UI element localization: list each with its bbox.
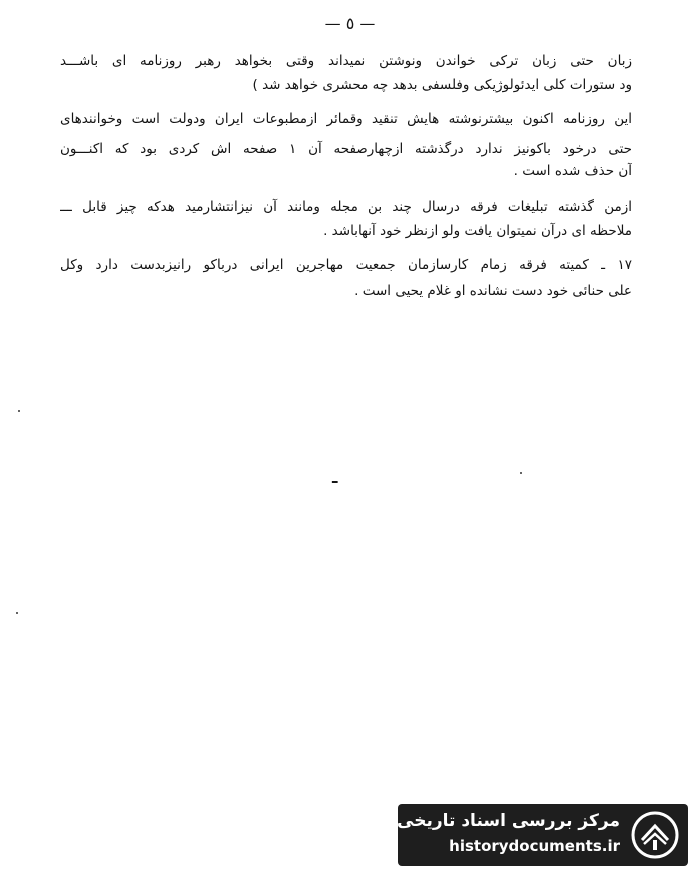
speck xyxy=(520,472,522,474)
page-number: — ٥ — xyxy=(324,14,376,33)
logo-url: historydocuments.ir xyxy=(449,837,620,855)
page-mark: ـ xyxy=(332,468,338,487)
watermark-logo xyxy=(398,804,688,866)
text-line: آن حذف شده است . xyxy=(513,163,632,179)
book-emblem-icon xyxy=(630,810,680,860)
text-line: ازمن گذشته تبلیغات فرقه درسال چند بن مجله ومانند آن نیزانتشارمید هدکه چیز قابل ـــ xyxy=(60,199,632,215)
text-line: زبان حتی زبان ترکی خواندن ونوشتن نمیداند وقتی بخواهد رهبر روزنامه ای باشـــد xyxy=(60,53,632,69)
text-line: حتی درخود باکونیز ندارد درگذشته ازچهارصفحه آن ۱ صفحه اش کردی بود که اکنـــون xyxy=(60,141,632,157)
text-line: علی حنائی خود دست نشانده او غلام یحیی است . xyxy=(354,283,632,299)
text-line: ۱۷ ـ کمیته فرقه زمام کارسازمان جمعیت مهاجرین ایرانی درباکو رانیزبدست دارد وکل xyxy=(60,257,632,273)
speck xyxy=(16,612,18,614)
speck xyxy=(18,410,20,412)
logo-title: مرکز بررسی اسناد تاریخی xyxy=(397,811,620,831)
text-line: ود ستورات کلی ایدئولوژیکی وفلسفی بدهد چه محشری خواهد شد ) xyxy=(252,77,632,93)
text-line: ملاحظه ای درآن نمیتوان یافت ولو ازنظر خود آنهاباشد . xyxy=(323,223,632,239)
text-line: این روزنامه اکنون بیشترنوشته‌ هایش تنقید وقمائر ازمطبوعات ایران ودولت است وخوانندهای xyxy=(60,111,632,127)
